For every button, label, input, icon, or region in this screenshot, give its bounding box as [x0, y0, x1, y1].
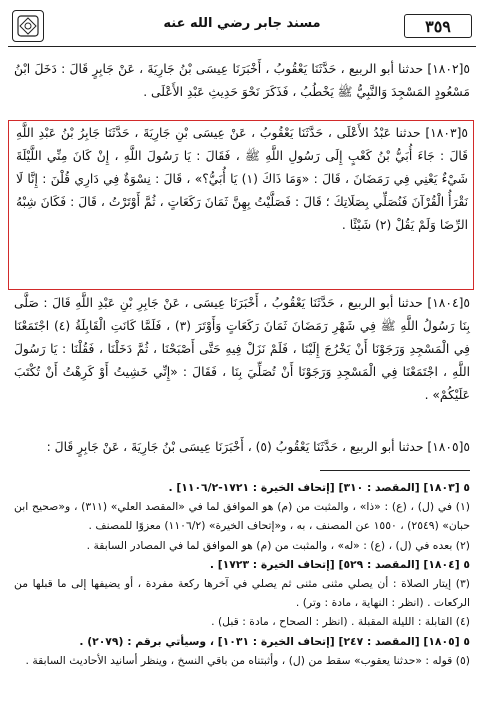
page-number: ٣٥٩: [404, 14, 472, 38]
hadith-1805: ٥[١٨٠٥] حدثنا أبو الربيع ، حَدَّثَنَا يَعْقُوبُ (٥) ، أَخْبَرَنَا عِيسَى بْنُ جَارِيَةَ ، عَنْ جَابِرٍ قَالَ :: [46, 440, 470, 454]
footnote-ref: ٥ [١٨٠٣] [المقصد : ٣١٠] [إتحاف الخيرة : ١٧٢١-١١٠٦/٢] .: [168, 481, 470, 494]
footnote-ref: ٥ [١٨٠٤] [المقصد : ٥٢٩] [إتحاف الخيرة : ١٧٢٣] .: [209, 557, 470, 571]
footnote: (٢) بعده في (ل) ، (ع) : «له» ، والمثبت من (م) هو الموافق لما في المصادر السابقة .: [86, 538, 470, 552]
page-header: [8, 8, 476, 44]
footnote-ref: ٥ [١٨٠٥] [المقصد : ٢٤٧] [إتحاف الخيرة : ١٠٣١] ، وسيأتي برقم : (٢٠٧٩) .: [79, 634, 470, 648]
hadith-1804: ٥[١٨٠٤] حدثنا أبو الربيع ، حَدَّثَنَا يَعْقُوبُ ، أَخْبَرَنَا عِيسَى ، عَنْ جَابِرِ بْنِ عَبْدِ اللَّهِ قَالَ : صَلَّى بِنَا رَسُولُ اللَّهِ ﷺ فِي شَهْرِ رَمَضَانَ ثَمَانَ رَكَعَاتٍ وَأَوْتَرَ (٣) ، فَلَمَّا كَانَتِ الْقَابِلَةُ (٤) اجْتَمَعْنَا فِي الْمَسْجِدِ وَرَجَوْنَا أَنْ يَخْرُجَ إِلَيْنَا ، فَلَمْ نَزَلْ فِيهِ حَتَّى أَصْبَحْنَا ، ثُمَّ دَخَلْنَا ، فَقُلْنَا : يَا رَسُولَ اللَّهِ ، اجْتَمَعْنَا فِي الْمَسْجِدِ وَرَجَوْنَا أَنْ تُصَلِّيَ بِنَا ، فَقَالَ : «إِنِّي خَشِيتُ أَوْ كَرِهْتُ أَنْ تُكْتَبَ عَلَيْكُمْ» .: [14, 296, 471, 402]
running-title: مسند جابر رضي الله عنه: [163, 16, 321, 31]
footnote: (٥) قوله : «حدثنا يعقوب» سقط من (ل) ، وأثبتناه من باقي النسخ ، وينظر أسانيد الأحاديث السابقة .: [25, 653, 470, 667]
footnote: (١) في (ل) ، (ع) : «ذا» ، والمثبت من (م) هو الموافق لما في «المقصد العلي» (٣١١) ، و«صحيح ابن حبان» (٢٥٤٩) ، ١٥٥٠ عن المصنف ، به ، و«إتحاف الخيرة» (١١٠٦/٢) معزوًا للمصنف .: [14, 500, 471, 533]
footnote-rule: [320, 470, 470, 471]
header-rule: [8, 46, 476, 47]
footnote: (٣) إيتار الصلاة : أن يصلي مثنى مثنى ثم يصلي في آخرها ركعة مفردة ، أو يضيفها إلى ما قبلها من الركعات . (انظر : النهاية ، مادة : وتر) .: [14, 577, 470, 610]
hadith-1802: ٥[١٨٠٢] حدثنا أبو الربيع ، حَدَّثَنَا يَعْقُوبُ ، أَخْبَرَنَا عِيسَى بْنُ جَارِيَةَ ، عَنْ جَابِرٍ قَالَ : دَخَلَ ابْنُ مَسْعُودٍ المَسْجِدَ وَالنَّبِيُّ ﷺ يَخْطُبُ ، فَذَكَرَ نَحْوَ حَدِيثِ عَبْدِ الأَعْلَى .: [14, 62, 470, 99]
footnote: (٤) القابلة : الليلة المقبلة . (انظر : الصحاح ، مادة : قبل) .: [211, 615, 470, 629]
footnotes: [14, 478, 470, 670]
hadith-1803: ٥[١٨٠٣] حدثنا عَبْدُ الأَعْلَى ، حَدَّثَنَا يَعْقُوبُ ، عَنْ عِيسَى بْنِ جَارِيَةَ ، حَدَّثَنَا جَابِرُ بْنُ عَبْدِ اللَّهِ قَالَ : جَاءَ أُبَيُّ بْنُ كَعْبٍ إِلَى رَسُولِ اللَّهِ ﷺ ، فَقَالَ : يَا رَسُولَ اللَّهِ ، إِنْ كَانَ مِنِّي اللَّيْلَةَ شَيْءٌ يَعْنِي فِي رَمَضَانَ ، قَالَ : «وَمَا ذَاكَ (١) يَا أُبَيُّ؟» ، قَالَ : نِسْوَةٌ فِي دَارِي قُلْنَ : إِنَّا لَا نَقْرَأُ الْقُرْآنَ فَنُصَلِّي بِصَلَاتِكَ ؛ قَالَ : فَصَلَّيْتُ بِهِنَّ ثَمَانَ رَكَعَاتٍ ، ثُمَّ أَوْتَرْتُ ، قَالَ : فَكَانَ شِبْهُ الرِّضَا وَلَمْ يَقُلْ (٢) شَيْئًا .: [16, 126, 468, 232]
